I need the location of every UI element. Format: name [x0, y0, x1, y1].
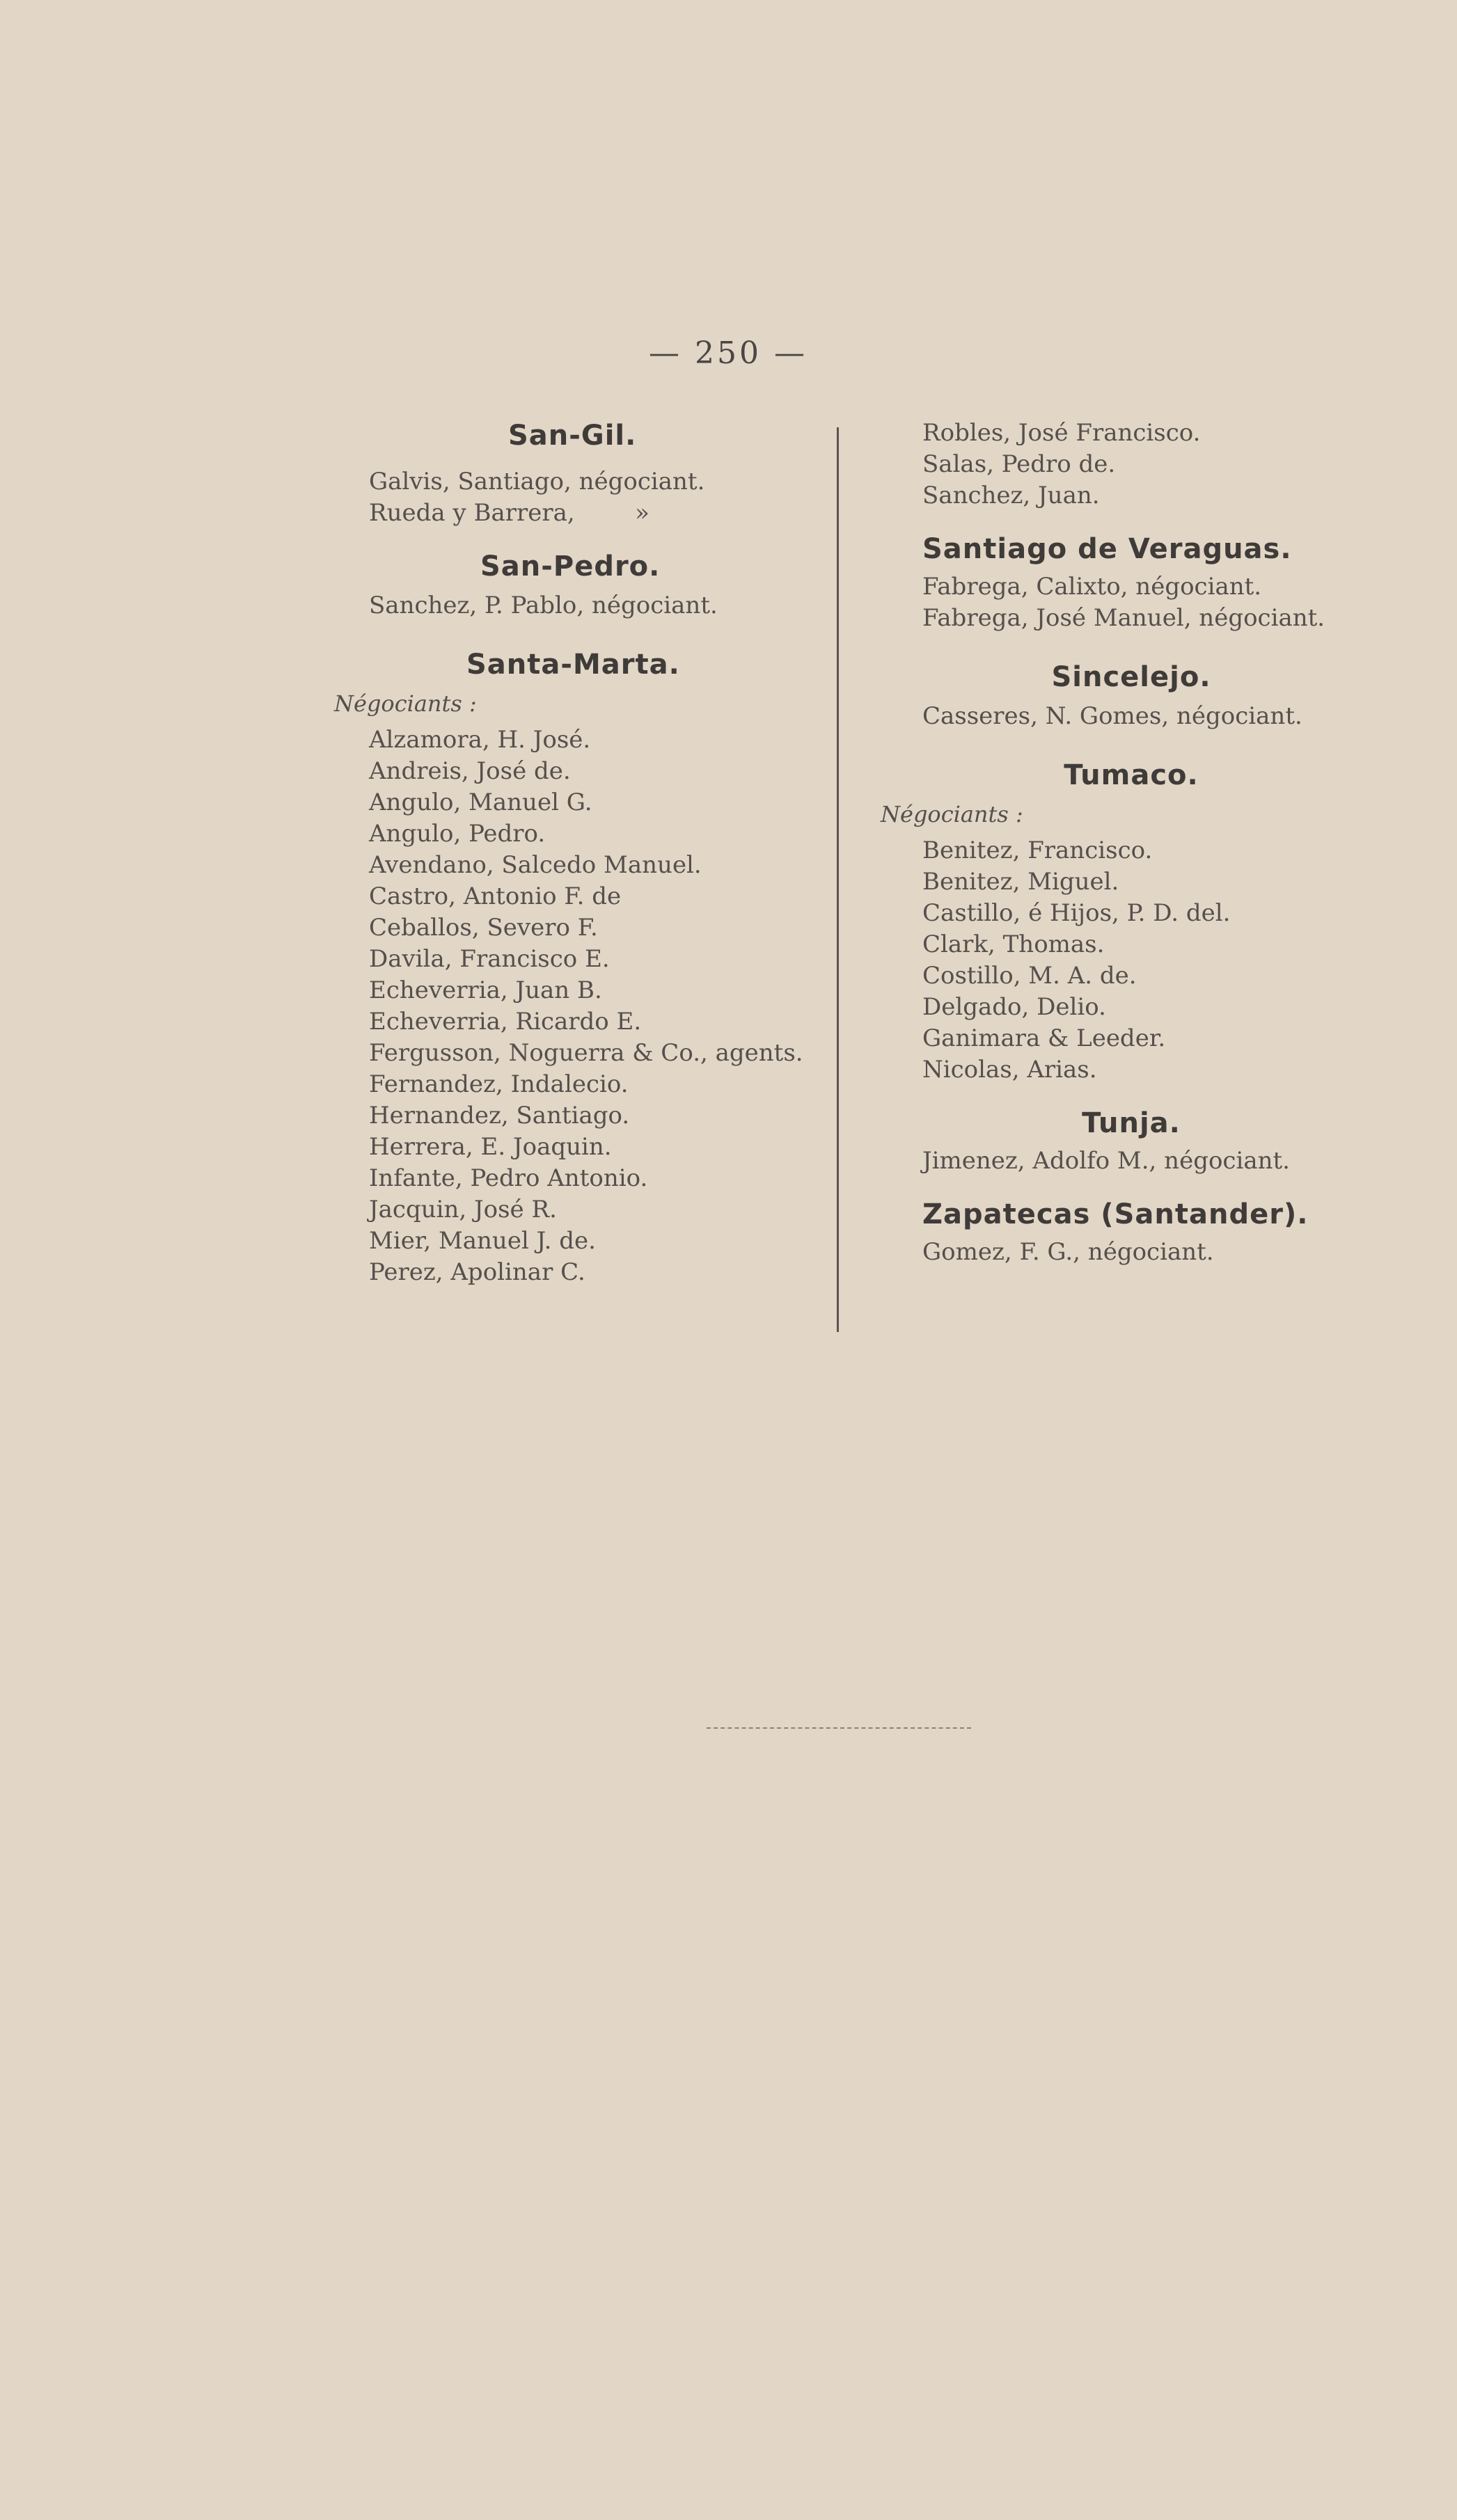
- section-heading-san-pedro: San-Pedro.: [480, 550, 661, 583]
- list-item: Ganimara & Leeder.: [922, 1024, 1166, 1052]
- column-divider: [837, 427, 839, 1332]
- tumaco-list: [922, 835, 1340, 1086]
- list-item: Davila, Francisco E.: [369, 945, 610, 973]
- list-item: Andreis, José de.: [369, 757, 571, 785]
- list-item: Delgado, Delio.: [922, 993, 1106, 1021]
- entry: Rueda y Barrera, »: [369, 499, 649, 527]
- list-item: Mier, Manuel J. de.: [369, 1227, 596, 1255]
- section-heading-santa-marta: Santa-Marta.: [466, 649, 680, 681]
- entry: Fabrega, José Manuel, négociant.: [922, 604, 1325, 632]
- list-item: Angulo, Pedro.: [369, 820, 546, 848]
- list-item: Benitez, Miguel.: [922, 868, 1119, 896]
- list-item: Infante, Pedro Antonio.: [369, 1164, 648, 1192]
- section-heading-zapatecas: Zapatecas (Santander).: [922, 1198, 1309, 1230]
- section-heading-sincelejo: Sincelejo.: [1051, 661, 1211, 693]
- list-item: Echeverria, Ricardo E.: [369, 1008, 642, 1036]
- list-item: Clark, Thomas.: [922, 930, 1105, 958]
- right-column: [881, 418, 1340, 1268]
- list-item: Hernandez, Santiago.: [369, 1102, 630, 1130]
- entry: Gomez, F. G., négociant.: [922, 1238, 1214, 1266]
- section-heading-santiago-de-veraguas: Santiago de Veraguas.: [922, 533, 1292, 565]
- entry: Sanchez, P. Pablo, négociant.: [369, 592, 718, 619]
- list-item: Castillo, é Hijos, P. D. del.: [922, 899, 1231, 927]
- list-item: Salas, Pedro de.: [922, 450, 1116, 478]
- entry: Galvis, Santiago, négociant.: [369, 468, 705, 496]
- list-item: Costillo, M. A. de.: [922, 962, 1137, 990]
- list-item: Perez, Apolinar C.: [369, 1258, 585, 1286]
- section-heading-tumaco: Tumaco.: [1064, 759, 1199, 791]
- list-item: Benitez, Francisco.: [922, 837, 1153, 864]
- list-item: Ceballos, Severo F.: [369, 914, 598, 942]
- list-item: Alzamora, H. José.: [369, 726, 591, 754]
- list-item: Echeverria, Juan B.: [369, 976, 602, 1004]
- list-item: Robles, José Francisco.: [922, 419, 1201, 447]
- entry: Casseres, N. Gomes, négociant.: [922, 702, 1302, 730]
- list-item: Angulo, Manuel G.: [369, 789, 592, 816]
- list-item: Fernandez, Indalecio.: [369, 1070, 629, 1098]
- list-item: Castro, Antonio F. de: [369, 882, 622, 910]
- list-item: Herrera, E. Joaquin.: [369, 1133, 612, 1161]
- list-item: Jacquin, José R.: [369, 1196, 557, 1223]
- list-item: Avendano, Salcedo Manuel.: [369, 851, 702, 879]
- category-label: Négociants :: [334, 690, 477, 717]
- section-heading-san-gil: San-Gil.: [508, 420, 637, 452]
- category-label: Négociants :: [881, 801, 1023, 827]
- list-item: Nicolas, Arias.: [922, 1056, 1097, 1084]
- page-number: — 250 —: [649, 335, 808, 371]
- entry: Fabrega, Calixto, négociant.: [922, 573, 1262, 601]
- section-heading-tunja: Tunja.: [1082, 1107, 1181, 1139]
- page-rule: [707, 1727, 971, 1729]
- santa-marta-list: [334, 724, 814, 1288]
- list-item: Sanchez, Juan.: [922, 482, 1100, 509]
- list-item: Fergusson, Noguerra & Co., agents.: [369, 1039, 803, 1067]
- entry: Jimenez, Adolfo M., négociant.: [922, 1147, 1290, 1175]
- left-column: [334, 418, 814, 1288]
